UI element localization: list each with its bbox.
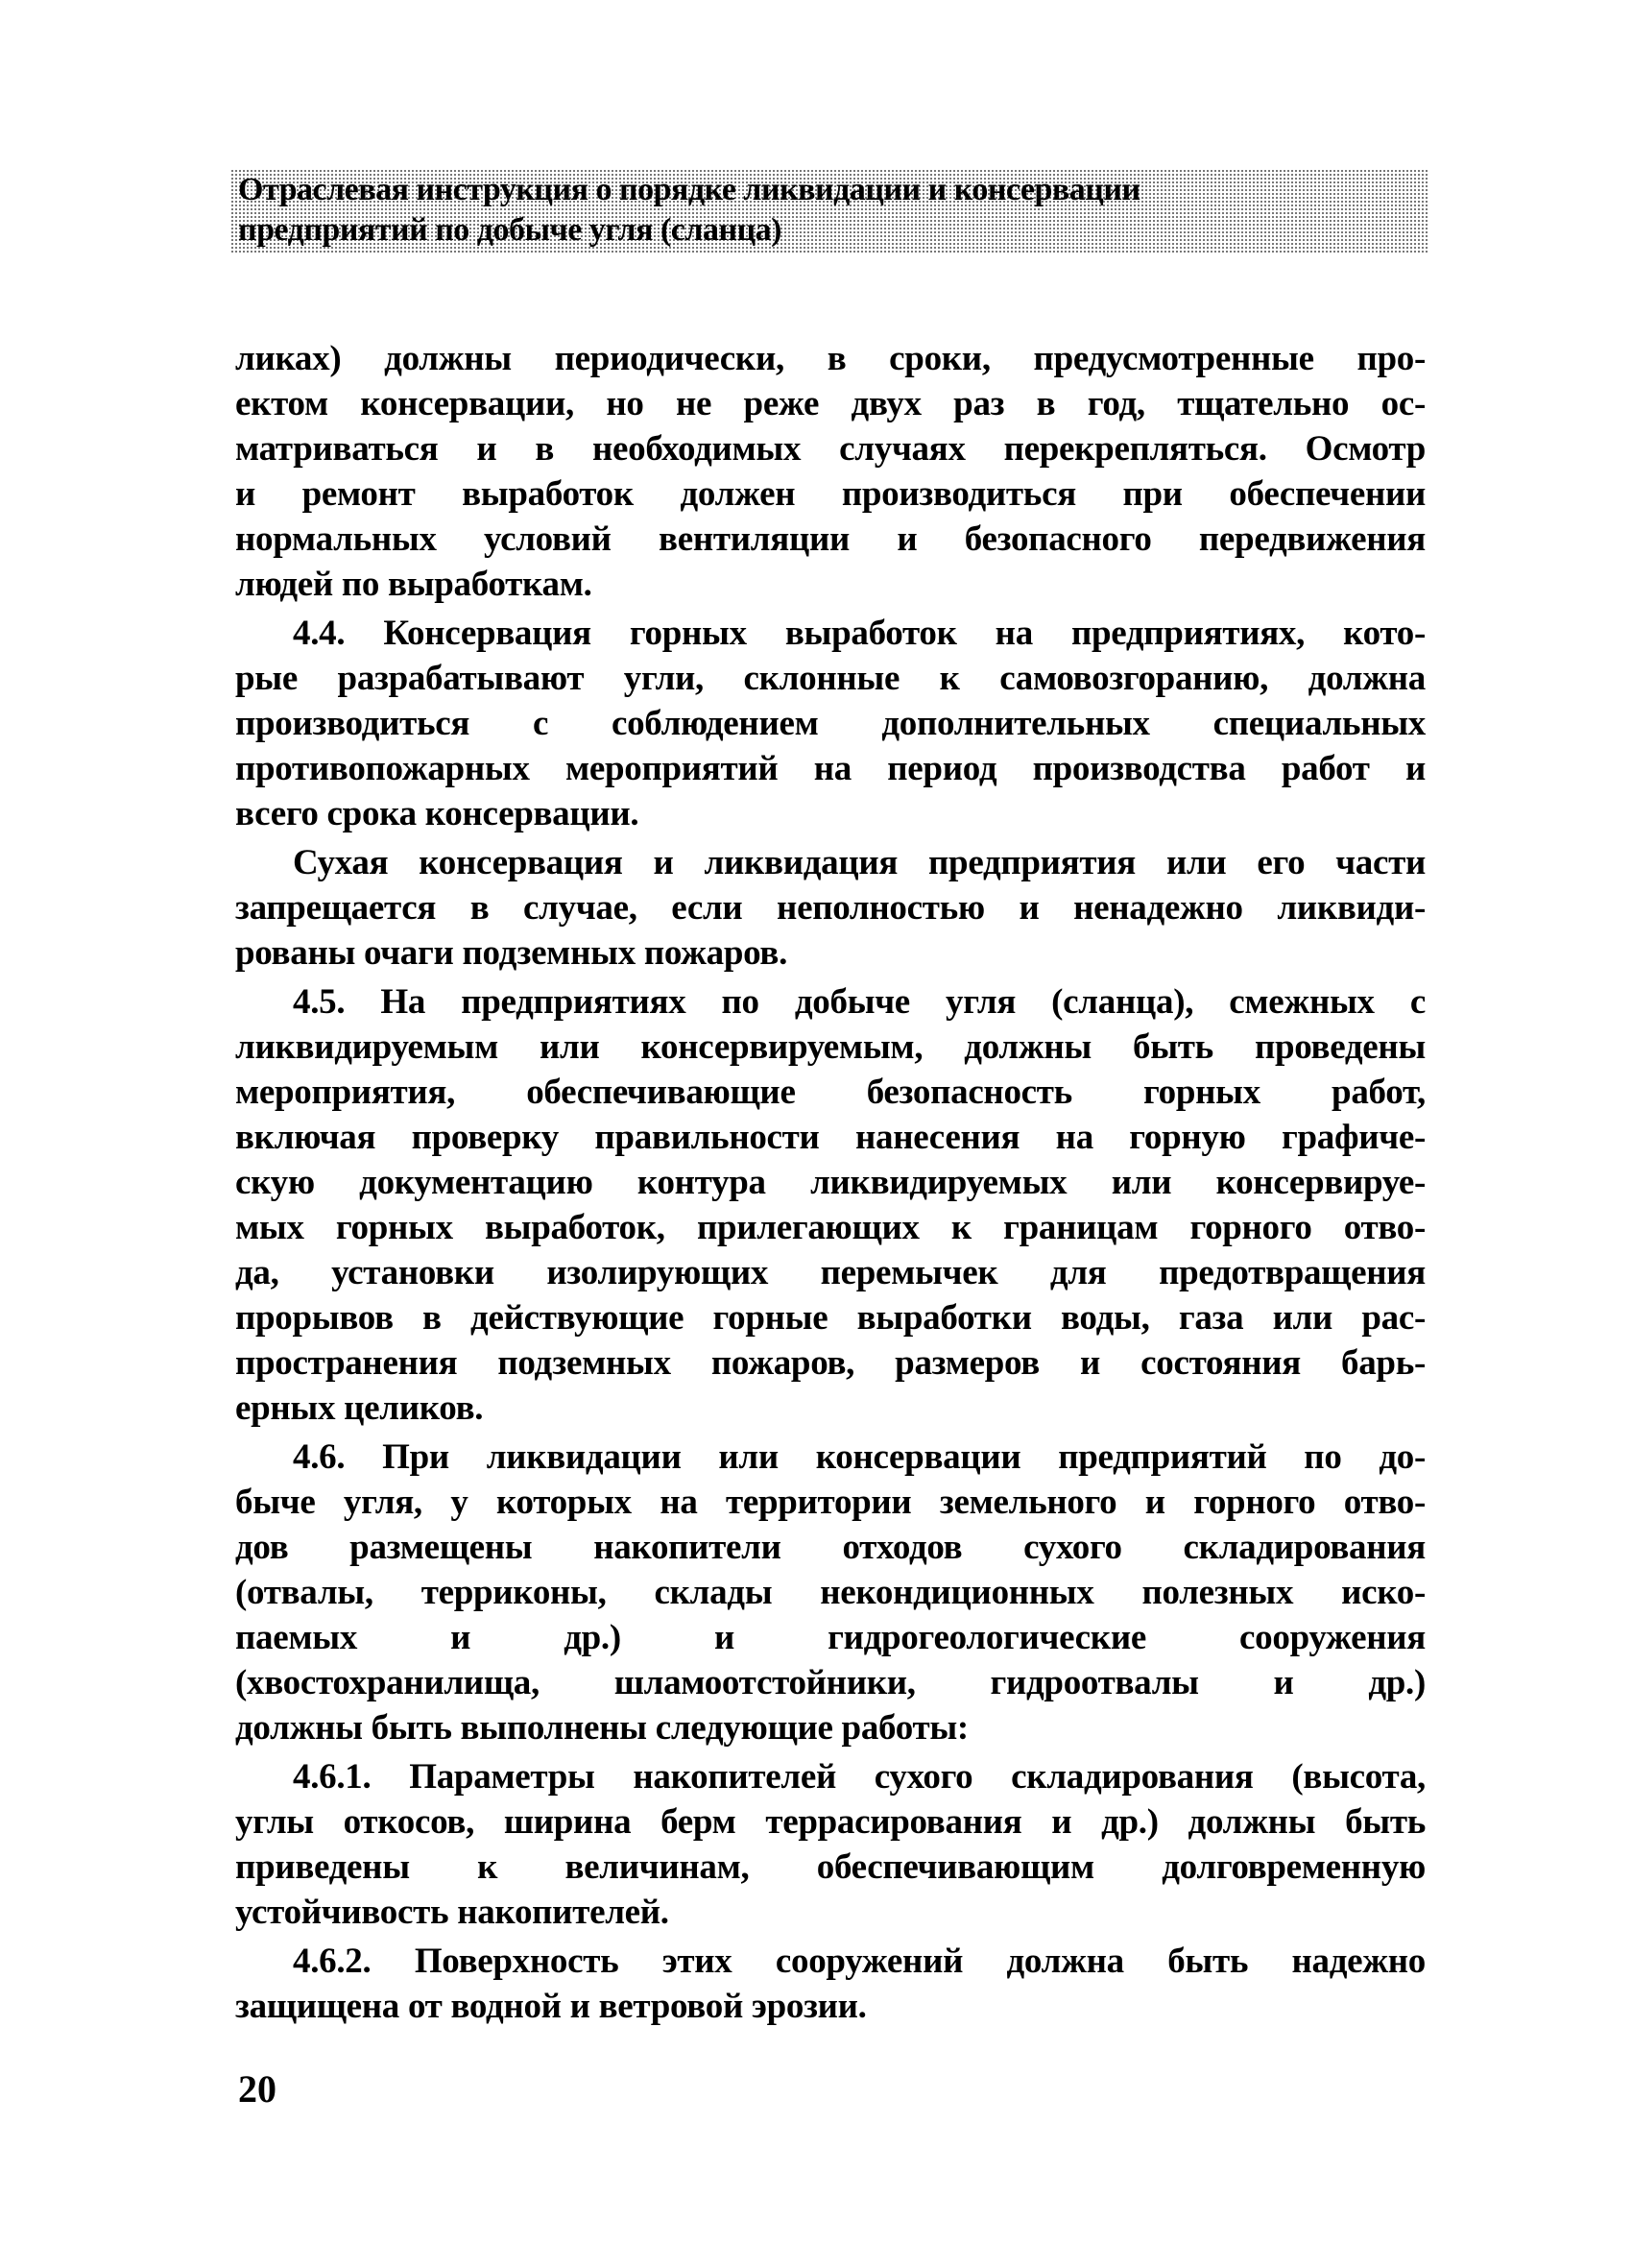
paragraph xyxy=(235,611,1426,836)
text-line: 4.4. Консервация горных выработок на предприятиях, кото- xyxy=(293,614,1426,653)
text-line: должны быть выполнены следующие работы: xyxy=(235,1708,969,1748)
text-line: ликвидируемым или консервируемым, должны быть проведены xyxy=(235,1027,1426,1067)
text-line: приведены к величинам, обеспечивающим долговременную xyxy=(235,1847,1426,1887)
running-header xyxy=(230,169,1428,253)
text-line: ектом консервации, но не реже двух раз в год, тщательно ос- xyxy=(235,384,1426,423)
text-line: ликах) должны периодически, в сроки, предусмотренные про- xyxy=(235,339,1426,378)
text-line: (отвалы, терриконы, склады некондиционных полезных иско- xyxy=(235,1573,1426,1612)
text-line: ерных целиков. xyxy=(235,1388,484,1428)
text-line: (хвостохранилища, шламоотстойники, гидроотвалы и др.) xyxy=(235,1663,1426,1702)
paragraph xyxy=(235,979,1426,1431)
paragraph xyxy=(235,1939,1426,2029)
text-line: пространения подземных пожаров, размеров и состояния барь- xyxy=(235,1343,1426,1383)
header-line-2: предприятий по добыче угля (сланца) xyxy=(238,212,781,248)
paragraph xyxy=(235,1754,1426,1935)
text-line: и ремонт выработок должен производиться при обеспечении xyxy=(235,474,1426,514)
paragraph xyxy=(235,336,1426,607)
text-line: рованы очаги подземных пожаров. xyxy=(235,933,788,973)
text-line: дов размещены накопители отходов сухого складирования xyxy=(235,1528,1426,1567)
text-line: включая проверку правильности нанесения на горную графиче- xyxy=(235,1118,1426,1157)
text-line: устойчивость накопителей. xyxy=(235,1893,669,1932)
text-line: да, установки изолирующих перемычек для предотвращения xyxy=(235,1253,1426,1292)
text-line: всего срока консервации. xyxy=(235,794,639,833)
text-line: 4.5. На предприятиях по добыче угля (сланца), смежных с xyxy=(293,982,1426,1022)
text-line: мых горных выработок, прилегающих к границам горного отво- xyxy=(235,1208,1426,1247)
text-line: 4.6.2. Поверхность этих сооружений должна быть надежно xyxy=(293,1942,1426,1981)
text-line: прорывов в действующие горные выработки воды, газа или рас- xyxy=(235,1298,1426,1338)
text-line: рые разрабатывают угли, склонные к самовозгоранию, должна xyxy=(235,659,1426,698)
text-line: людей по выработкам. xyxy=(235,565,592,604)
text-line: матриваться и в необходимых случаях перекрепляться. Осмотр xyxy=(235,429,1426,469)
text-line: скую документацию контура ликвидируемых или консервируе- xyxy=(235,1163,1426,1202)
text-line: запрещается в случае, если неполностью и ненадежно ликвиди- xyxy=(235,888,1426,928)
text-line: быче угля, у которых на территории земельного и горного отво- xyxy=(235,1483,1426,1522)
text-line: противопожарных мероприятий на период производства работ и xyxy=(235,749,1426,788)
text-line: 4.6.1. Параметры накопителей сухого складирования (высота, xyxy=(293,1757,1426,1797)
text-line: мероприятия, обеспечивающие безопасность горных работ, xyxy=(235,1073,1426,1112)
text-line: Сухая консервация и ликвидация предприятия или его части xyxy=(293,843,1426,882)
text-line: производиться с соблюдением дополнительных специальных xyxy=(235,704,1426,743)
body-text xyxy=(235,336,1426,2033)
page-number: 20 xyxy=(238,2067,276,2111)
text-line: нормальных условий вентиляции и безопасного передвижения xyxy=(235,519,1426,559)
text-line: 4.6. При ликвидации или консервации предприятий по до- xyxy=(293,1437,1426,1477)
header-line-1: Отраслевая инструкция о порядке ликвидации и консервации xyxy=(238,172,1140,207)
text-line: паемых и др.) и гидрогеологические сооружения xyxy=(235,1618,1426,1657)
paragraph xyxy=(235,1435,1426,1750)
text-line: защищена от водной и ветровой эрозии. xyxy=(235,1987,867,2026)
paragraph xyxy=(235,840,1426,976)
text-line: углы откосов, ширина берм террасирования и др.) должны быть xyxy=(235,1802,1426,1842)
